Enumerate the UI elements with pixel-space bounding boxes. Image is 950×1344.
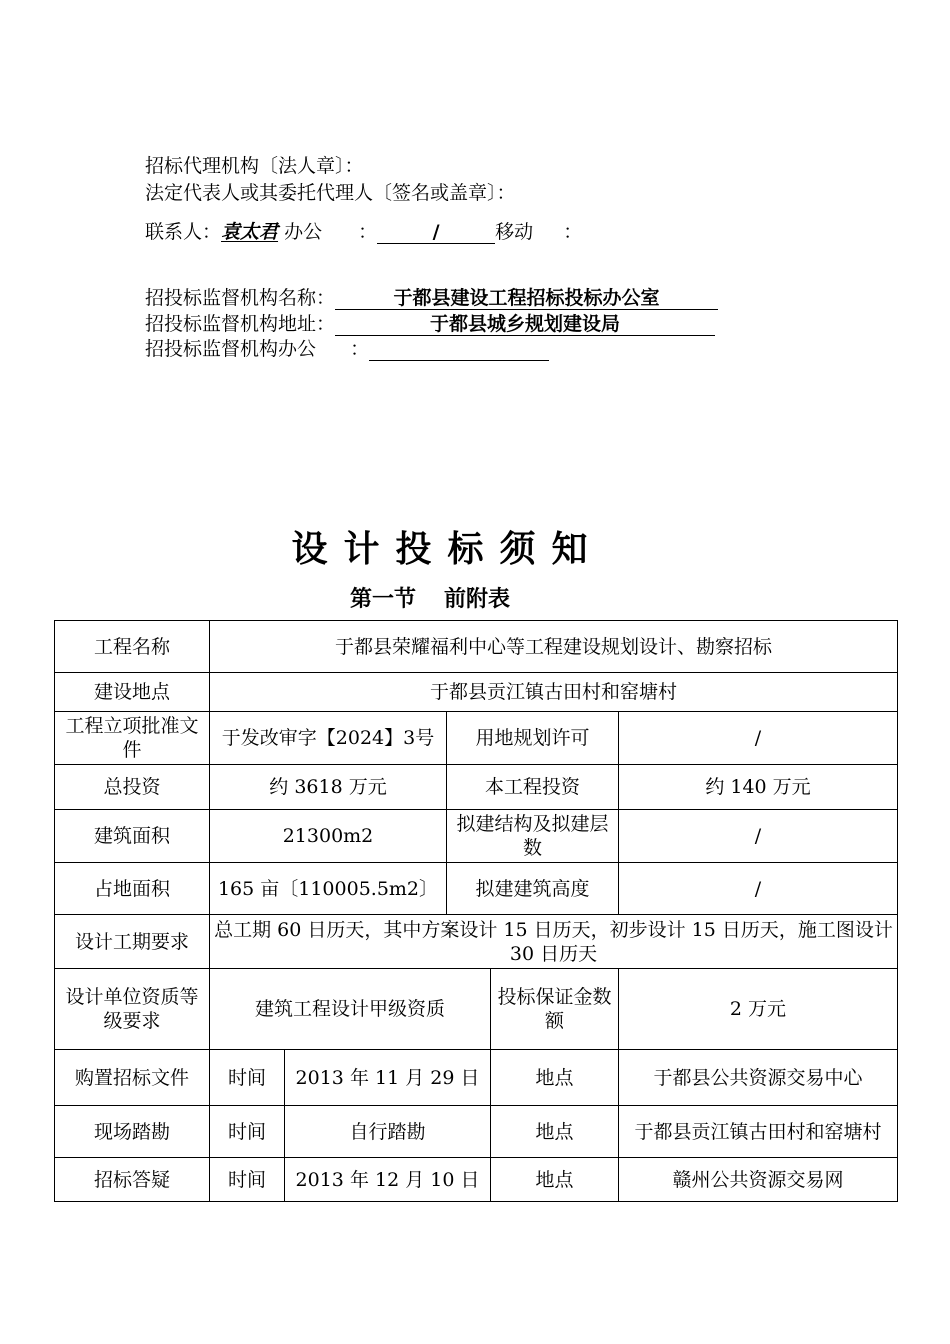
site-visit-time-label: 时间 xyxy=(210,1106,285,1158)
bond-value: 2 万元 xyxy=(619,969,898,1050)
front-table xyxy=(54,620,898,1202)
supervision-office-colon: ： xyxy=(350,338,370,360)
office-phone-label: 办公 xyxy=(284,221,323,243)
building-area-label: 建筑面积 xyxy=(55,810,210,863)
structure-value: / xyxy=(619,810,898,863)
table-row xyxy=(55,1050,898,1106)
purchase-time-label: 时间 xyxy=(210,1050,285,1106)
office-phone-value: / xyxy=(377,221,495,244)
mobile-phone-colon: ： xyxy=(563,221,583,243)
table-row xyxy=(55,810,898,863)
section-heading xyxy=(0,582,860,613)
location-value: 于都县贡江镇古田村和窑塘村 xyxy=(210,673,898,712)
table-row xyxy=(55,969,898,1050)
section-number: 第一节 xyxy=(349,587,416,612)
structure-label: 拟建结构及拟建层数 xyxy=(447,810,619,863)
height-label: 拟建建筑高度 xyxy=(447,863,619,915)
table-row xyxy=(55,863,898,915)
supervision-address-label: 招投标监督机构地址： xyxy=(145,313,336,335)
table-row xyxy=(55,1106,898,1158)
total-investment-label: 总投资 xyxy=(55,765,210,810)
site-visit-place-value: 于都县贡江镇古田村和窑塘村 xyxy=(619,1106,898,1158)
section-title: 前附表 xyxy=(444,587,511,612)
supervision-office-line xyxy=(145,337,549,361)
qa-place-label: 地点 xyxy=(491,1158,619,1202)
supervision-address-line xyxy=(145,312,715,336)
height-value: / xyxy=(619,863,898,915)
qa-place-value: 赣州公共资源交易网 xyxy=(619,1158,898,1202)
purchase-label: 购置招标文件 xyxy=(55,1050,210,1106)
land-permit-label: 用地规划许可 xyxy=(447,712,619,765)
qa-time-label: 时间 xyxy=(210,1158,285,1202)
approval-value: 于发改审字【2024】3号 xyxy=(210,712,447,765)
supervision-office-blank xyxy=(369,340,549,361)
supervision-address-value: 于都县城乡规划建设局 xyxy=(335,313,715,336)
land-permit-value: / xyxy=(619,712,898,765)
building-area-value: 21300m2 xyxy=(210,810,447,863)
schedule-label: 设计工期要求 xyxy=(55,915,210,969)
site-visit-place-label: 地点 xyxy=(491,1106,619,1158)
contact-name: 袁太君 xyxy=(221,221,279,243)
total-investment-value: 约 3618 万元 xyxy=(210,765,447,810)
purchase-time-value: 2013 年 11 月 29 日 xyxy=(285,1050,491,1106)
project-name-label: 工程名称 xyxy=(55,621,210,673)
table-row xyxy=(55,673,898,712)
project-investment-label: 本工程投资 xyxy=(447,765,619,810)
qa-label: 招标答疑 xyxy=(55,1158,210,1202)
bond-label: 投标保证金数额 xyxy=(491,969,619,1050)
purchase-place-label: 地点 xyxy=(491,1050,619,1106)
document-title: 设计投标须知 xyxy=(291,529,604,570)
table-row xyxy=(55,765,898,810)
supervision-office-label: 招投标监督机构办公 xyxy=(145,338,317,360)
qualification-label: 设计单位资质等级要求 xyxy=(55,969,210,1050)
table-row xyxy=(55,1158,898,1202)
project-name-value: 于都县荣耀福利中心等工程建设规划设计、勘察招标 xyxy=(210,621,898,673)
table-row xyxy=(55,712,898,765)
project-investment-value: 约 140 万元 xyxy=(619,765,898,810)
location-label: 建设地点 xyxy=(55,673,210,712)
supervision-name-line xyxy=(145,286,718,310)
office-phone-colon: ： xyxy=(358,221,378,243)
contact-label: 联系人： xyxy=(145,221,222,243)
agent-org-line xyxy=(145,154,364,178)
approval-label: 工程立项批准文件 xyxy=(55,712,210,765)
supervision-name-label: 招投标监督机构名称： xyxy=(145,287,336,309)
supervision-name-value: 于都县建设工程招标投标办公室 xyxy=(335,287,718,310)
land-area-label: 占地面积 xyxy=(55,863,210,915)
purchase-place-value: 于都县公共资源交易中心 xyxy=(619,1050,898,1106)
qualification-value: 建筑工程设计甲级资质 xyxy=(210,969,491,1050)
table-row xyxy=(55,915,898,969)
site-visit-label: 现场踏勘 xyxy=(55,1106,210,1158)
contact-line xyxy=(145,220,582,244)
qa-time-value: 2013 年 12 月 10 日 xyxy=(285,1158,491,1202)
agent-rep-label: 法定代表人或其委托代理人〔签名或盖章〕： xyxy=(145,182,516,204)
land-area-value: 165 亩〔110005.5m2〕 xyxy=(210,863,447,915)
site-visit-time-value: 自行踏勘 xyxy=(285,1106,491,1158)
agent-org-label: 招标代理机构〔法人章〕： xyxy=(145,155,364,177)
mobile-phone-label: 移动 xyxy=(495,221,534,243)
schedule-value: 总工期 60 日历天，其中方案设计 15 日历天，初步设计 15 日历天，施工图设计 30 日历天 xyxy=(210,915,898,969)
table-row xyxy=(55,621,898,673)
agent-rep-line xyxy=(145,181,516,205)
